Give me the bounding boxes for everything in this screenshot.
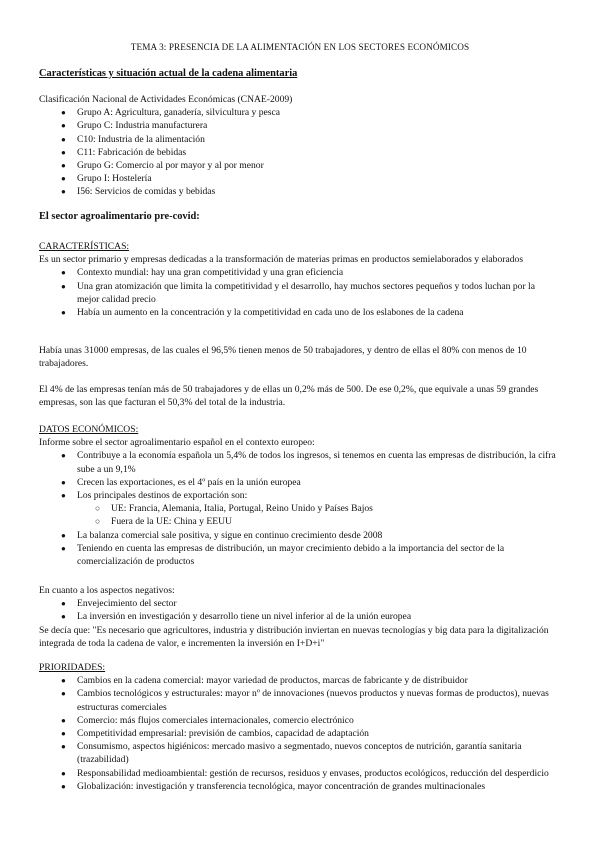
list-item: ○ UE: Francia, Alemania, Italia, Portugal, Reino Unido y Países Bajos xyxy=(95,503,373,515)
list-item: ● Contexto mundial: hay una gran competitividad y una gran eficiencia xyxy=(61,267,344,279)
list-item: ● Había un aumento en la concentración y la competitividad en cada uno de los eslabones de la cadena xyxy=(61,307,464,319)
subheading: DATOS ECONÓMICOS: xyxy=(39,424,139,435)
caracteristicas-list xyxy=(39,266,559,319)
list-item: ● Teniendo en cuenta las empresas de distribución, un mayor crecimiento debido a la importancia del sector de la comercialización de productos xyxy=(61,542,505,568)
subheading: PRIORIDADES: xyxy=(39,662,106,673)
list-item: ● Cambios tecnológicos y estructurales: mayor nº de innovaciones (nuevos productos y nuevas formas de productos), nuevas estructuras comerciales xyxy=(61,688,549,713)
section-heading: Características y situación actual de la cadena alimentaria xyxy=(39,68,298,79)
list-item: ● Responsabilidad medioambiental: gestión de recursos, residuos y envases, productos ecológicos, reducción del desperdicio xyxy=(61,767,549,779)
cnae-list xyxy=(39,106,559,198)
list-item: ● Grupo C: Industria manufacturera xyxy=(61,120,208,132)
list-item: ● Grupo I: Hostelería xyxy=(61,173,152,185)
negativos-list xyxy=(39,597,559,623)
datos-economicos-block xyxy=(39,423,559,568)
list-item: ● C11: Fabricación de bebidas xyxy=(61,146,187,158)
list-item: ● La balanza comercial sale positiva, y sigue en continuo crecimiento desde 2008 xyxy=(61,529,383,541)
list-item: ● C10: Industria de la alimentación xyxy=(61,133,205,145)
prioridades-list xyxy=(39,674,559,793)
caracteristicas-block xyxy=(39,240,559,319)
negativos-block xyxy=(39,584,559,650)
subheading: CARACTERÍSTICAS: xyxy=(39,241,130,252)
paragraph: Informe sobre el sector agroalimentario español en el contexto europeo: xyxy=(39,437,315,449)
paragraph-empresas: Había unas 31000 empresas, de las cuales el 96,5% tienen menos de 50 trabajadores, y dentro de ellas el 80% con menos de 10 trabajadores. xyxy=(39,345,527,370)
quote-paragraph: Se decía que: "Es necesario que agricultores, industria y distribución inviertan en nuevas tecnologías y big data para la digitalización integrada de toda la cadena de valor, e incrementen la inversión en I+D+i" xyxy=(39,624,549,649)
section-heading: El sector agroalimentario pre-covid: xyxy=(39,211,200,222)
list-item: ● Contribuye a la economía española un 5,4% de todos los ingresos, si tenemos en cuenta las empresas de distribución, la cifra sube a un 9,1% xyxy=(61,450,556,475)
list-item: ● Los principales destinos de exportación son: xyxy=(61,490,248,502)
list-item: ● Grupo G: Comercio al por mayor y al por menor xyxy=(61,160,264,172)
list-item: ● Comercio: más flujos comerciales internacionales, comercio electrónico xyxy=(61,714,354,726)
list-item: ● Competitividad empresarial: previsión de cambios, capacidad de adaptación xyxy=(61,728,369,740)
list-item: ○ Fuera de la UE: China y EEUU xyxy=(95,516,232,528)
list-item: ● Crecen las exportaciones, es el 4º país en la unión europea xyxy=(61,476,301,488)
paragraph: En cuanto a los aspectos negativos: xyxy=(39,585,175,596)
document-title: TEMA 3: PRESENCIA DE LA ALIMENTACIÓN EN LOS SECTORES ECONÓMICOS xyxy=(130,42,470,52)
list-item: ● I56: Servicios de comidas y bebidas xyxy=(61,186,216,198)
list-item: ● Envejecimiento del sector xyxy=(61,598,177,610)
prioridades-block xyxy=(39,661,559,793)
paragraph: Es un sector primario y empresas dedicadas a la transformación de materias primas en productos semielaborados y elaborados xyxy=(39,254,524,266)
datos-list xyxy=(39,449,559,568)
section-precovid xyxy=(39,211,559,222)
paragraph-grandes-empresas: El 4% de las empresas tenían más de 50 trabajadores y de ellas un 0,2% más de 500. De ese 0,2%, que equivale a unas 59 grandes empresas, son las que facturan el 50,3% del total de la industria. xyxy=(39,384,539,409)
cnae-intro: Clasificación Nacional de Actividades Económicas (CNAE-2009) xyxy=(39,94,293,105)
list-item: ● Grupo A: Agricultura, ganadería, silvicultura y pesca xyxy=(61,107,281,119)
cnae-block xyxy=(39,93,559,199)
list-item: ● La inversión en investigación y desarrollo tiene un nivel inferior al de la unión europea xyxy=(61,611,412,623)
list-item: ● Consumismo, aspectos higiénicos: mercado masivo a segmentado, nuevos conceptos de nutrición, garantía sanitaria (trazabilidad) xyxy=(61,741,522,766)
section-cadena-alimentaria xyxy=(39,67,559,81)
list-item: ● Cambios en la cadena comercial: mayor variedad de productos, marcas de fabricante y de distribuidor xyxy=(61,675,468,687)
list-item: ● Una gran atomización que limita la competitividad y el desarrollo, hay muchos sectores pequeños y todos luchan por la mejor calidad precio xyxy=(61,280,535,305)
list-item: ● Globalización: investigación y transferencia tecnológica, mayor concentración de grandes multinacionales xyxy=(61,780,486,792)
